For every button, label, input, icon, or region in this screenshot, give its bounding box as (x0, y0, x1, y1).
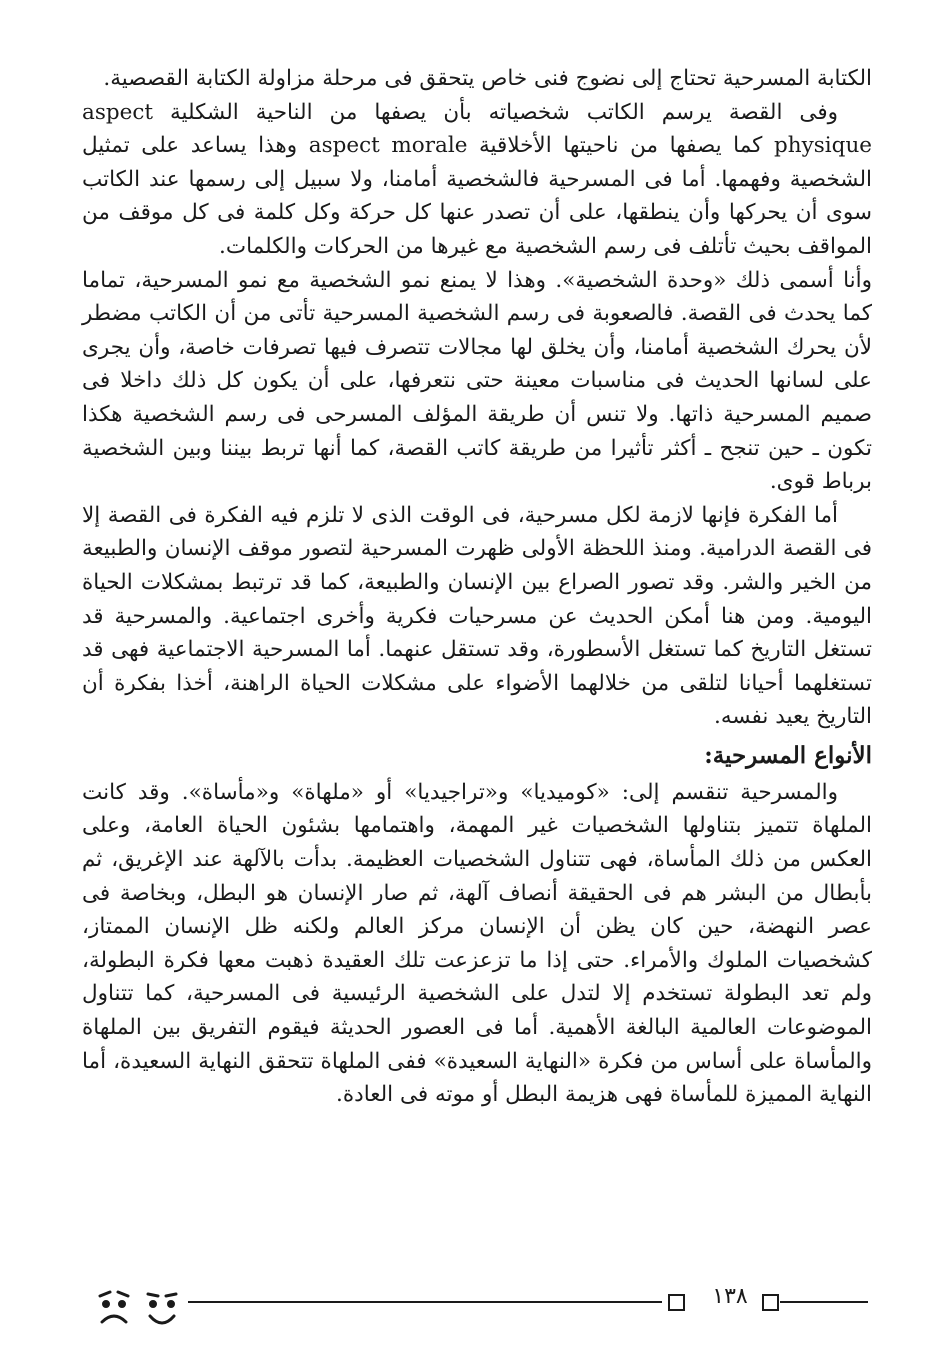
paragraph-5: والمسرحية تنقسم إلى: «كوميديا» و«تراجيديا» أو «ملهاة» و«مأساة». وقد كانت الملهاة تتميز بتناولها الشخصيات غير المهمة، واهتمامها بشئون الحياة العامة، وعلى العكس من ذلك المأساة، فهى تتناول الشخصيات العظيمة. بدأت بالآلهة عند الإغريق، ثم بأبطال من البشر هم فى الحقيقة أنصاف آلهة، ثم صار الإنسان هو البطل، وبخاصة فى عصر النهضة، حين كان يظن أن الإنسان مركز العالم ولكنه ظل الإنسان الممتاز، كشخصيات الملوك والأمراء. حتى إذا ما تزعزعت تلك العقيدة ذهبت معها فكرة البطولة، ولم تعد البطولة تستخدم إلا لتدل على الشخصية الرئيسية فى المسرحية، كما تتناول الموضوعات العالمية البالغة الأهمية. أما فى العصور الحديثة فيقوم التفريق بين الملهاة والمأساة على أساس من فكرة «النهاية السعيدة» ففى الملهاة تتحقق النهاية السعيدة، أما النهاية المميزة للمأساة فهى هزيمة البطل أو موته فى العادة. (82, 779, 872, 1108)
footer-rule-left (188, 1301, 662, 1303)
paragraph-2: وفى القصة يرسم الكاتب شخصياته بأن يصفها من الناحية الشكلية aspect physique كما يصفها من ناحيتها الأخلاقية aspect morale وهذا يساعد على تمثيل الشخصية وفهمها. أما فى المسرحية فالشخصية أمامنا، ولا سبيل إلى رسمها عند الكاتب سوى أن يحركها وأن ينطقها، على أن تصدر عنها كل حركة وكل كلمة فى كل موقف من المواقف بحيث تأتلف فى رسم الشخصية مع غيرها من الحركات والكلمات. (82, 99, 873, 259)
section-heading: الأنواع المسرحية: (704, 741, 872, 769)
footer-rule-right (780, 1301, 868, 1303)
page-number: ١٣٨ (712, 1284, 748, 1309)
theater-masks-icon (92, 1282, 184, 1344)
page-body (82, 62, 872, 1112)
paragraph-1: الكتابة المسرحية تحتاج إلى نضوج فنى خاص يتحقق فى مرحلة مزاولة الكتابة القصصية. (103, 66, 872, 91)
paragraph-3: وأنا أسمى ذلك «وحدة الشخصية». وهذا لا يمنع نمو الشخصية مع نمو المسرحية، تماما كما يحدث فى القصة. فالصعوبة فى رسم الشخصية المسرحية تأتى من أن الكاتب مضطر لأن يحرك الشخصية أمامنا، وأن يخلق لها مجالات تتصرف فيها تصرفات خاصة، وأن يجرى على لسانها الحديث فى مناسبات معينة حتى نتعرفها، على أن يكون كل ذلك داخلا فى صميم المسرحية ذاتها. ولا تنس أن طريقة المؤلف المسرحى فى رسم الشخصية هكذا تكون ـ حين تنجح ـ أكثر تأثيرا من طريقة كاتب القصة، كما أنها تربط بيننا وبين الشخصية برباط قوى. (82, 267, 872, 495)
page-footer (0, 1282, 927, 1352)
footer-box-left (668, 1294, 685, 1311)
footer-box-right (762, 1294, 779, 1311)
paragraph-4: أما الفكرة فإنها لازمة لكل مسرحية، فى الوقت الذى لا تلزم فيه الفكرة فى القصة إلا فى القصة الدرامية. ومنذ اللحظة الأولى ظهرت المسرحية لتصور موقف الإنسان والطبيعة من الخير والشر. وقد تصور الصراع بين الإنسان والطبيعة، كما قد ترتبط بمشكلات الحياة اليومية. ومن هنا أمكن الحديث عن مسرحيات فكرية وأخرى اجتماعية. والمسرحية قد تستغل التاريخ كما تستغل الأسطورة، وقد تستقل عنهما. أما المسرحية الاجتماعية فهى قد تستغلهما أحيانا لتلقى من خلالهما الأضواء على مشكلات الحياة الراهنة، أخذا بفكرة أن التاريخ يعيد نفسه. (82, 502, 872, 730)
